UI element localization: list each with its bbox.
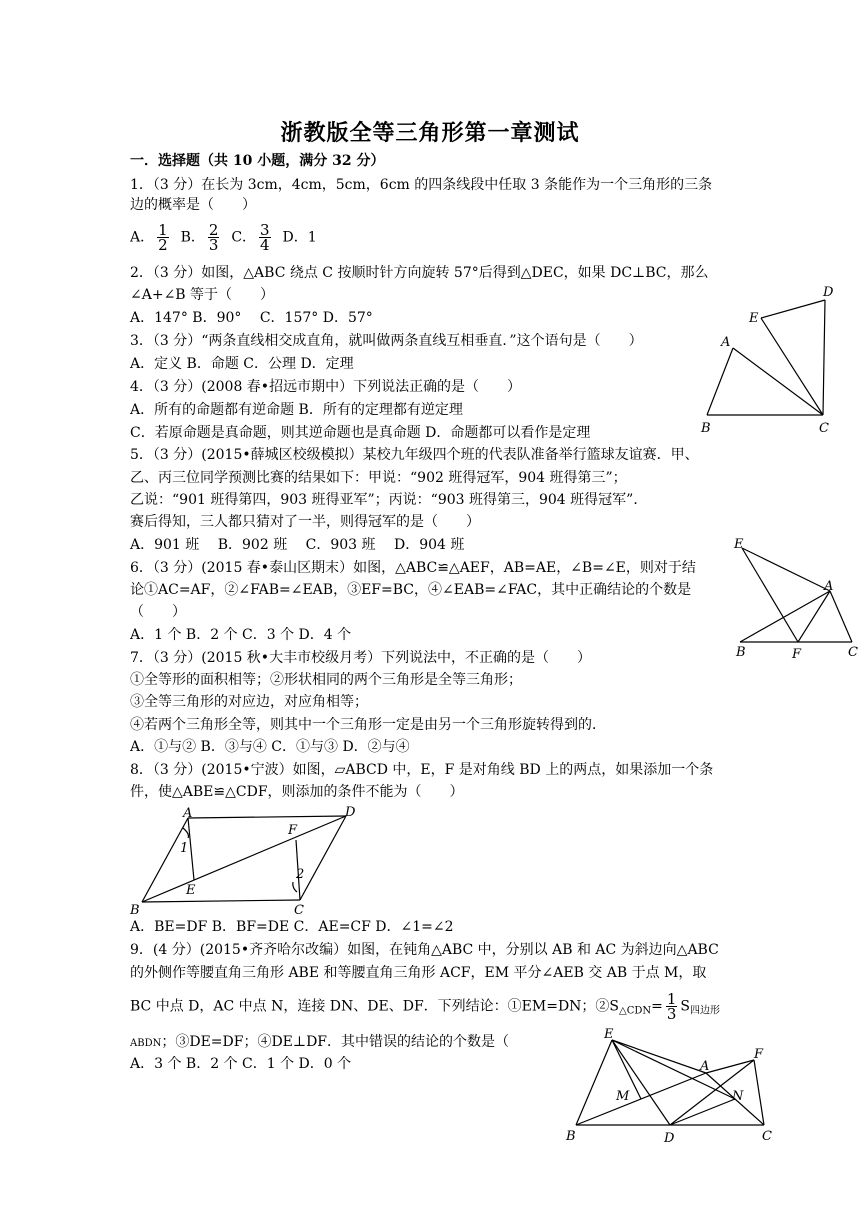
q3-options: A．定义 B．命题 C．公理 D．定理 [130,356,354,372]
q7-statement-3: ④若两个三角形全等，则其中一个三角形一定是由另一个三角形旋转得到的． [130,717,606,733]
section-heading: 一．选择题（共 10 小题，满分 32 分） [130,153,385,169]
q9-stem-line1: 9．(4 分）(2015•齐齐哈尔改编）如图，在钝角△ABC 中，分别以 AB 和 AC 为斜边向△ABC [130,942,719,958]
q1-stem-line2: 边的概率是（ ） [130,197,256,213]
q1-option-c-label: C． [231,229,257,246]
q6-label-c: C [848,645,858,660]
q5-options: A．901 班 B．902 班 C．903 班 D．904 班 [130,537,465,553]
q1-option-b-fraction: $\frac{2}{3}$ [208,221,219,254]
q6-label-a: A [824,579,834,594]
q7-statement-2: ③全等三角形的对应边，对应角相等； [130,694,368,710]
q2-options: A．147° B．90° C．157° D．57° [130,310,373,326]
q9-label-e: E [604,1027,614,1042]
q6-stem-line1: 6．（3 分）(2015 春•泰山区期末）如图，△ABC≌△AEF，AB=AE，∠B=∠E，则对于结 [130,560,696,576]
q9-label-b: B [566,1129,576,1144]
q1-options [130,223,317,252]
q8-label-b: B [130,903,140,918]
q9-stem-line4: ABDN；③DE=DF；④DE⊥DF．其中错误的结论的个数是（ [130,1034,510,1050]
q1-stem-line1: 1．（3 分）在长为 3cm，4cm，5cm，6cm 的四条线段中任取 3 条能作为一个三角形的三条 [130,177,713,193]
q1-option-c-fraction: $\frac{3}{4}$ [260,221,270,254]
q9-label-a: A [700,1059,710,1074]
q2-label-a: A [721,335,731,350]
page-title: 浙教版全等三角形第一章测试 [280,120,580,146]
q7-statement-1: ①全等形的面积相等；②形状相同的两个三角形是全等三角形； [130,672,522,688]
q6-stem-line3: （ ） [130,604,186,620]
q9-stem-line3: BC 中点 D，AC 中点 N，连接 DN、DE、DF．下列结论：①EM=DN；$②S_{\triangle CDN}=$ $\frac{1}{3}$ $S_{四边形}$ [130,990,720,1023]
q9-fraction: $\frac{1}{3}$ [666,990,677,1023]
q6-label-b: B [736,645,746,660]
q8-label-2: 2 [296,867,305,882]
q8-stem-line2: 件，使△ABE≌△CDF，则添加的条件不能为（ ） [130,784,464,800]
q8-label-d: D [345,805,356,820]
q7-options: A．①与② B．③与④ C．①与③ D．②与④ [130,739,410,755]
q8-options: A．BE=DF B．BF=DE C．AE=CF D．∠1=∠2 [130,919,454,935]
q6-label-f: F [792,647,802,662]
q2-label-d: D [823,285,834,300]
q6-stem-line2: 论①AC=AF，②∠FAB=∠EAB，③EF=BC，④∠EAB=∠FAC，其中正确结论的个数是 [130,582,692,598]
q8-label-1: 1 [180,841,189,856]
q9-stem-line2: 的外侧作等腰直角三角形 ABE 和等腰直角三角形 ACF，EM 平分∠AEB 交 AB 于点 M，取 [130,965,707,981]
q2-label-e: E [749,311,759,326]
q2-stem-line1: 2．（3 分）如图，△ABC 绕点 C 按顺时针方向旋转 57°后得到△DEC，如果 DC⊥BC，那么 [130,265,709,281]
q9-label-f: F [754,1047,764,1062]
q5-stem-line3: 乙说：“901 班得第四，903 班得亚军”；丙说：“903 班得第三，904 班得冠军”． [130,492,648,508]
q9-figure [558,1026,778,1146]
q5-stem-line2: 乙、丙三位同学预测比赛的结果如下：甲说：“902 班得冠军，904 班得第三”； [130,470,627,486]
q9-label-n: N [732,1089,744,1104]
q4-stem: 4．（3 分）(2008 春•招远市期中）下列说法正确的是（ ） [130,379,522,395]
q6-label-e: E [734,537,744,552]
q5-stem-line4: 赛后得知，三人都只猜对了一半，则得冠军的是（ ） [130,514,480,530]
q9-label-m: M [616,1089,630,1104]
q8-stem-line1: 8．（3 分）(2015•宁波）如图，▱ABCD 中，E，F 是对角线 BD 上的两点，如果添加一个条 [130,762,714,778]
q6-options: A．1 个 B．2 个 C．3 个 D．4 个 [130,627,352,643]
q8-label-c: C [294,903,304,918]
q1-option-a-fraction: $\frac{1}{2}$ [158,221,168,254]
q5-stem-line1: 5．（3 分）(2015•薛城区校级模拟）某校九年级四个班的代表队准备举行篮球友谊赛．甲、 [130,447,699,463]
q7-stem: 7．（3 分）(2015 秋•大丰市校级月考）下列说法中，不正确的是（ ） [130,650,592,666]
q1-option-d: D．1 [282,229,317,246]
q9-label-d: D [664,1131,675,1146]
q8-label-f: F [288,823,298,838]
q3-stem: 3．（3 分）“两条直线相交成直角，就叫做两条直线互相垂直．”这个语句是（ ） [130,333,643,349]
q6-figure [728,536,860,662]
q1-option-a-label: A． [130,229,155,246]
q9-label-c: C [762,1129,772,1144]
q1-option-b-label: B． [180,229,205,246]
q9-options: A．3 个 B．2 个 C．1 个 D．0 个 [130,1056,352,1072]
q8-label-e: E [186,883,196,898]
q8-label-a: A [183,806,193,821]
q4-options-line1: A．所有的命题都有逆命题 B．所有的定理都有逆定理 [130,402,463,418]
q8-figure [128,804,368,918]
q2-figure [695,282,845,437]
q4-options-line2: C．若原命题是真命题，则其逆命题也是真命题 D．命题都可以看作是定理 [130,425,591,441]
q2-label-b: B [701,421,711,436]
q2-stem-line2: ∠A+∠B 等于（ ） [130,287,275,303]
q2-label-c: C [819,421,829,436]
